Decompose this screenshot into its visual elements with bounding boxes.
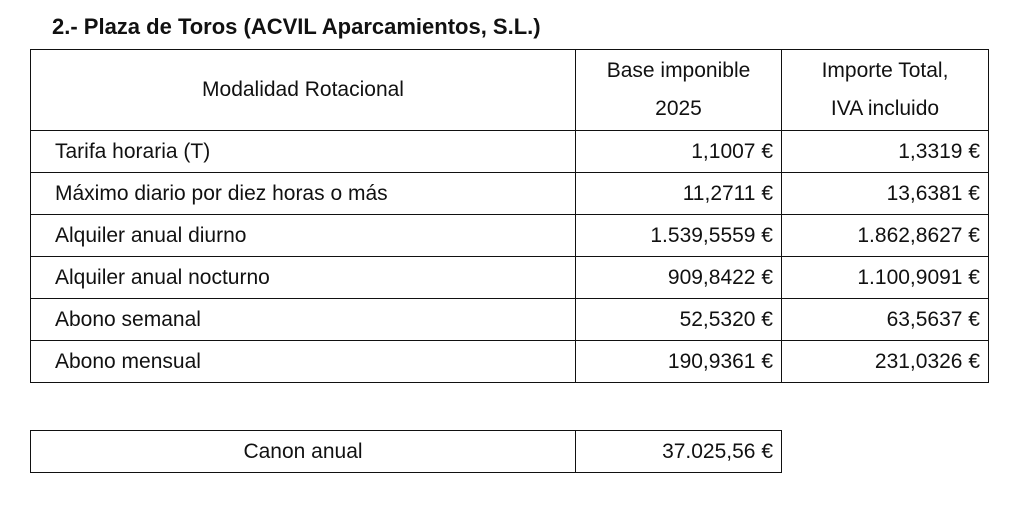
row-total: 1.100,9091 € xyxy=(782,257,989,299)
canon-label: Canon anual xyxy=(31,431,576,473)
row-base: 190,9361 € xyxy=(576,341,782,383)
row-total: 1,3319 € xyxy=(782,131,989,173)
row-concept: Abono mensual xyxy=(31,341,576,383)
table-row xyxy=(31,257,989,299)
canon-row xyxy=(31,431,782,473)
table-header-row xyxy=(31,50,989,131)
row-base: 909,8422 € xyxy=(576,257,782,299)
row-total: 231,0326 € xyxy=(782,341,989,383)
header-base-line2: 2025 xyxy=(655,97,702,120)
row-total: 13,6381 € xyxy=(782,173,989,215)
header-base-line1: Base imponible xyxy=(606,59,751,82)
rates-table xyxy=(30,49,989,383)
row-total: 63,5637 € xyxy=(782,299,989,341)
row-base: 1,1007 € xyxy=(576,131,782,173)
canon-table xyxy=(30,430,782,473)
header-base-imponible xyxy=(576,50,782,131)
table-row xyxy=(31,215,989,257)
row-concept: Tarifa horaria (T) xyxy=(31,131,576,173)
row-concept: Abono semanal xyxy=(31,299,576,341)
table-row xyxy=(31,173,989,215)
row-total: 1.862,8627 € xyxy=(782,215,989,257)
row-concept: Alquiler anual diurno xyxy=(31,215,576,257)
header-importe-total xyxy=(782,50,989,131)
row-concept: Alquiler anual nocturno xyxy=(31,257,576,299)
header-total-line2: IVA incluido xyxy=(830,97,940,120)
row-base: 52,5320 € xyxy=(576,299,782,341)
table-row xyxy=(31,299,989,341)
row-base: 11,2711 € xyxy=(576,173,782,215)
header-total-line1: Importe Total, xyxy=(821,59,949,82)
table-row xyxy=(31,131,989,173)
section-title: 2.- Plaza de Toros (ACVIL Aparcamientos, S.L.) xyxy=(52,14,541,39)
header-modalidad: Modalidad Rotacional xyxy=(31,50,576,131)
canon-value: 37.025,56 € xyxy=(576,431,782,473)
row-base: 1.539,5559 € xyxy=(576,215,782,257)
table-row xyxy=(31,341,989,383)
row-concept: Máximo diario por diez horas o más xyxy=(31,173,576,215)
